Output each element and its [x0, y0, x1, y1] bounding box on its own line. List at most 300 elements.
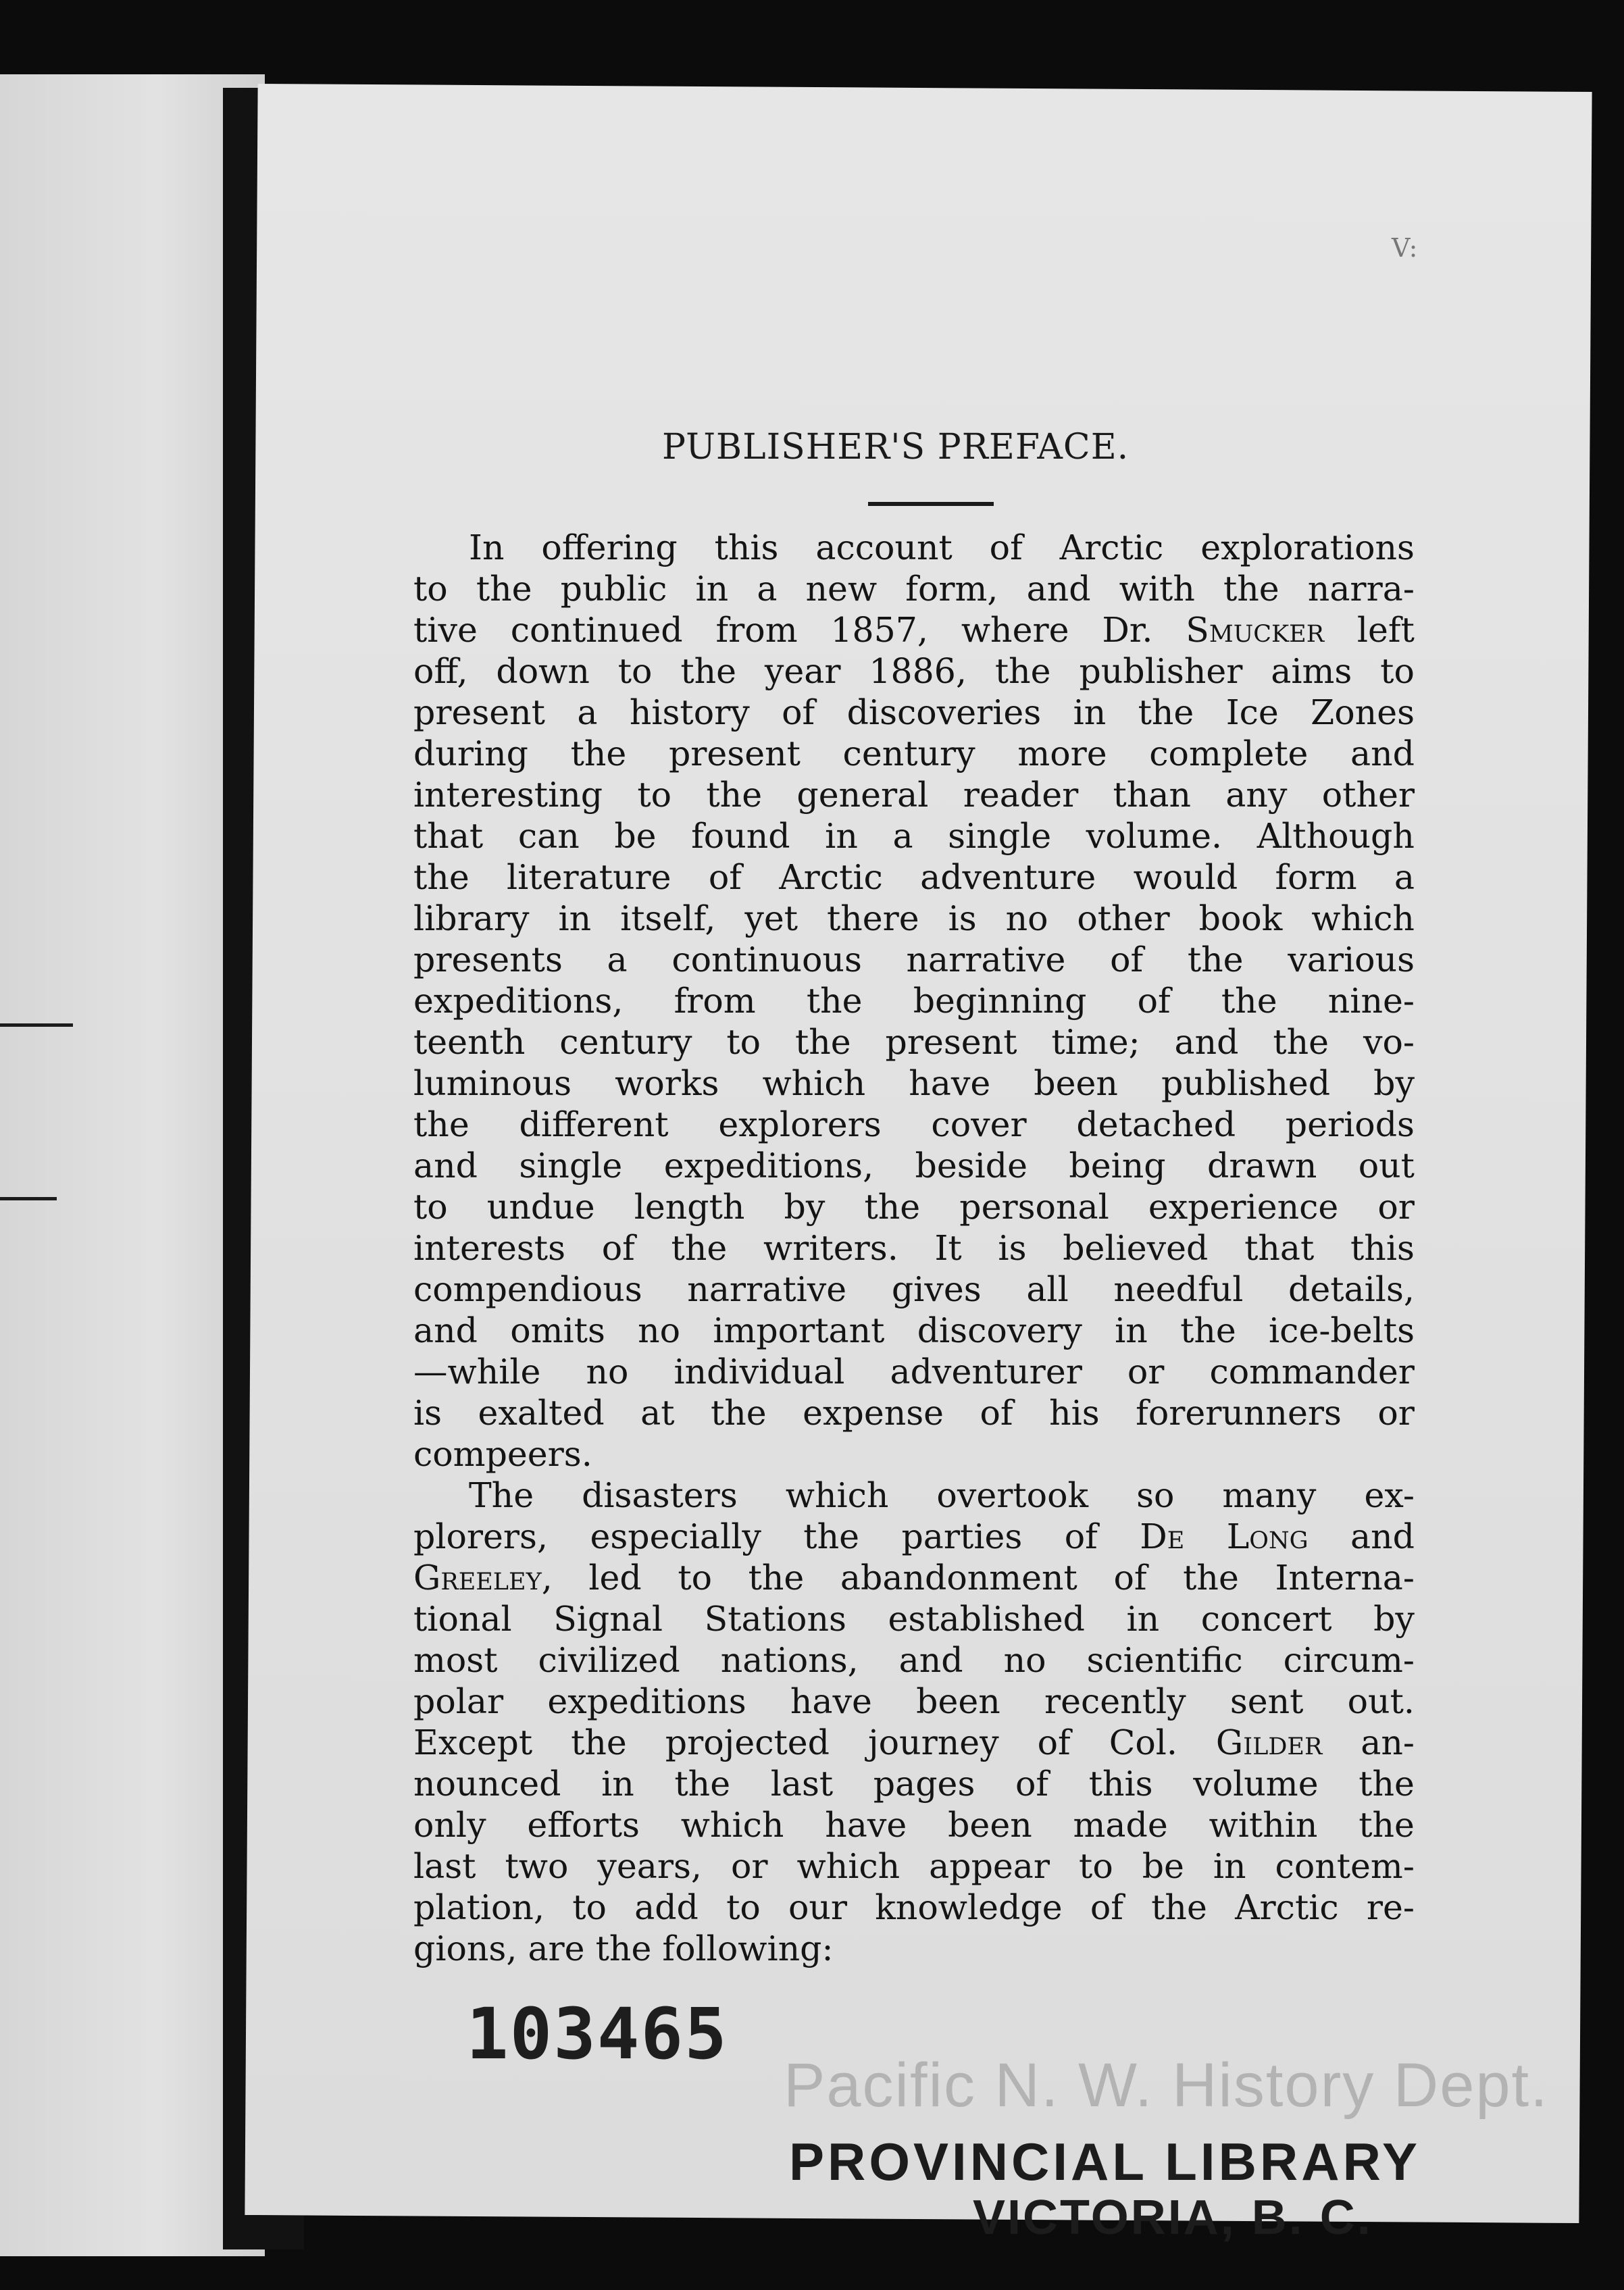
- word: of: [1137, 981, 1171, 1021]
- word: of: [708, 857, 742, 897]
- word: most: [413, 1640, 498, 1680]
- word: to: [678, 1558, 713, 1598]
- text-line: [413, 1310, 1415, 1351]
- word: in: [601, 1764, 634, 1804]
- word: of: [1064, 1517, 1098, 1556]
- word: 1857,: [830, 610, 928, 650]
- word: or: [1377, 1187, 1415, 1227]
- word: which: [762, 1063, 866, 1103]
- word: of: [980, 1393, 1013, 1433]
- text-line: [413, 568, 1415, 609]
- word: is: [413, 1393, 442, 1433]
- text-line: [413, 980, 1415, 1021]
- word: polar: [413, 1681, 504, 1721]
- word: no: [1005, 898, 1048, 938]
- accession-number: 103465: [466, 1993, 728, 2075]
- word: a: [577, 692, 598, 732]
- word: the: [803, 1517, 860, 1556]
- word: to: [637, 775, 672, 815]
- word: overtook: [936, 1475, 1089, 1515]
- text-line: [413, 774, 1415, 815]
- word: discoveries: [846, 692, 1042, 732]
- word: and: [898, 1640, 963, 1680]
- text-line: [413, 1804, 1415, 1846]
- word: Arctic: [779, 857, 883, 897]
- word: public: [560, 569, 667, 609]
- word: led: [588, 1558, 642, 1598]
- word: been: [1034, 1063, 1118, 1103]
- word: continuous: [671, 940, 862, 979]
- word: the: [680, 651, 737, 691]
- word: of: [782, 692, 815, 732]
- word: length: [634, 1187, 745, 1227]
- word: beginning: [913, 981, 1087, 1021]
- word: the: [1138, 692, 1194, 732]
- word: aims: [1271, 651, 1352, 691]
- word: Zones: [1311, 692, 1415, 732]
- word: to: [617, 651, 653, 691]
- word: Ice: [1225, 692, 1279, 732]
- word: circum-: [1283, 1640, 1415, 1680]
- word: add: [634, 1887, 699, 1927]
- word: Dr.: [1102, 610, 1153, 650]
- word: which: [785, 1475, 889, 1515]
- word: and: [1350, 734, 1415, 773]
- word: made: [1073, 1805, 1168, 1845]
- text-line: [413, 1639, 1415, 1681]
- word: expeditions,: [663, 1146, 874, 1186]
- word: or: [1377, 1393, 1415, 1433]
- word: been: [948, 1805, 1032, 1845]
- word: the: [1273, 1022, 1329, 1062]
- word: the: [1359, 1805, 1415, 1845]
- word: down: [496, 651, 590, 691]
- text-line: [413, 898, 1415, 939]
- word: of: [1090, 1887, 1123, 1927]
- word: reader: [963, 775, 1079, 815]
- preface-body: [413, 527, 1415, 1969]
- word: important: [713, 1311, 885, 1350]
- word: this: [714, 528, 779, 567]
- word: Interna-: [1275, 1558, 1415, 1598]
- word: out: [1358, 1146, 1415, 1186]
- word: of: [1113, 1558, 1147, 1598]
- text-line: [413, 1928, 1415, 1969]
- word: library: [413, 898, 530, 938]
- word: out.: [1347, 1681, 1415, 1721]
- word: various: [1288, 940, 1415, 979]
- word: our: [788, 1887, 848, 1927]
- word: pages: [873, 1764, 975, 1804]
- word: can: [517, 816, 580, 856]
- word: year: [764, 651, 841, 691]
- word: omits: [510, 1311, 605, 1350]
- word: needful: [1113, 1269, 1244, 1309]
- text-line: [413, 1269, 1415, 1310]
- text-line: [413, 609, 1415, 651]
- word: civilized: [538, 1640, 680, 1680]
- word: to: [1079, 1846, 1113, 1886]
- word: have: [790, 1681, 872, 1721]
- word: projected: [665, 1723, 830, 1762]
- word: in: [695, 569, 729, 609]
- text-line: [413, 1104, 1415, 1145]
- word: time;: [1051, 1022, 1140, 1062]
- word: being: [1069, 1146, 1166, 1186]
- word: believed: [1063, 1228, 1209, 1268]
- word: volume: [1193, 1764, 1319, 1804]
- word: re-: [1366, 1887, 1415, 1927]
- text-line: [413, 1681, 1415, 1722]
- word: recently: [1044, 1681, 1186, 1721]
- text-line: [413, 939, 1415, 980]
- word: nounced: [413, 1764, 561, 1804]
- word: years,: [597, 1846, 702, 1886]
- word: is: [998, 1228, 1027, 1268]
- word: ex-: [1364, 1475, 1415, 1515]
- word: periods: [1285, 1104, 1415, 1144]
- page-heading: PUBLISHER'S PREFACE.: [662, 427, 1130, 467]
- word: cover: [931, 1104, 1027, 1144]
- word: any: [1225, 775, 1288, 815]
- word: to: [413, 1187, 448, 1227]
- word: history: [629, 692, 750, 732]
- word: general: [796, 775, 929, 815]
- word: more: [1017, 734, 1107, 773]
- word: journey: [867, 1723, 999, 1762]
- word: different: [519, 1104, 669, 1144]
- heading-rule: [868, 502, 994, 506]
- word: left: [1356, 610, 1415, 650]
- word: scientific: [1086, 1640, 1243, 1680]
- word: to: [726, 1022, 761, 1062]
- word: yet: [744, 898, 798, 938]
- word: by: [1373, 1599, 1415, 1639]
- word: expense: [803, 1393, 944, 1433]
- word: tive: [413, 610, 478, 650]
- word: been: [916, 1681, 1000, 1721]
- word: at: [640, 1393, 675, 1433]
- text-line: [413, 857, 1415, 898]
- word: contem-: [1275, 1846, 1415, 1886]
- word: form,: [905, 569, 998, 609]
- word: Col.: [1109, 1723, 1177, 1762]
- word: in: [1213, 1846, 1246, 1886]
- word: that: [1244, 1228, 1315, 1268]
- word: volume.: [1086, 816, 1223, 856]
- word: the: [674, 1764, 731, 1804]
- word: details,: [1288, 1269, 1415, 1309]
- word: narrative: [906, 940, 1066, 979]
- word: and: [413, 1311, 478, 1350]
- text-line: [413, 1598, 1415, 1639]
- text-line: [413, 1392, 1415, 1433]
- word: a: [757, 569, 778, 609]
- word: writers.: [763, 1228, 898, 1268]
- word: plorers,: [413, 1517, 549, 1556]
- text-line: [413, 692, 1415, 733]
- word: this: [1088, 1764, 1153, 1804]
- text-line: [413, 1186, 1415, 1227]
- word: De: [1140, 1517, 1185, 1556]
- word: to: [1380, 651, 1415, 691]
- word: adventure: [920, 857, 1096, 897]
- word: from: [674, 981, 756, 1021]
- word: It: [934, 1228, 962, 1268]
- word: personal: [959, 1187, 1109, 1227]
- word: a: [1394, 857, 1415, 897]
- text-line: [413, 527, 1415, 568]
- word: no: [1003, 1640, 1046, 1680]
- word: the: [1151, 1887, 1207, 1927]
- word: of: [601, 1228, 635, 1268]
- word: a: [892, 816, 913, 856]
- text-line: [413, 1063, 1415, 1104]
- word: in: [825, 816, 858, 856]
- word: the: [1359, 1764, 1415, 1804]
- word: Stations: [704, 1599, 846, 1639]
- word: in: [1073, 692, 1107, 732]
- word: following:: [662, 1929, 834, 1968]
- text-line: [413, 1227, 1415, 1269]
- word: drawn: [1207, 1146, 1317, 1186]
- word: publisher: [1079, 651, 1243, 691]
- word: plation,: [413, 1887, 545, 1927]
- word: Smucker: [1186, 610, 1325, 650]
- text-line: [413, 1021, 1415, 1063]
- word: only: [413, 1805, 486, 1845]
- word: Greeley,: [413, 1558, 553, 1598]
- word: by: [1373, 1063, 1415, 1103]
- word: by: [784, 1187, 826, 1227]
- word: so: [1136, 1475, 1175, 1515]
- text-line: [413, 1145, 1415, 1186]
- word: and: [1350, 1517, 1415, 1556]
- word: the: [806, 981, 863, 1021]
- word: exalted: [478, 1393, 605, 1433]
- word: beside: [915, 1146, 1028, 1186]
- word: present: [413, 692, 545, 732]
- word: in: [1126, 1599, 1160, 1639]
- word: and: [1174, 1022, 1239, 1062]
- text-line: [413, 1846, 1415, 1887]
- word: there: [826, 898, 919, 938]
- word: the: [1183, 1558, 1239, 1598]
- text-line: [413, 1887, 1415, 1928]
- text-line: [413, 1475, 1415, 1516]
- paragraph-2: [413, 1475, 1415, 1969]
- word: luminous: [413, 1063, 572, 1103]
- word: efforts: [527, 1805, 640, 1845]
- word: or: [730, 1846, 768, 1886]
- word: The: [469, 1475, 534, 1515]
- word: of: [1110, 940, 1144, 979]
- word: is: [948, 898, 977, 938]
- library-city-stamp: VICTORIA, B. C.: [973, 2191, 1373, 2245]
- word: the: [1221, 981, 1277, 1021]
- word: —while: [413, 1352, 541, 1392]
- word: sent: [1229, 1681, 1304, 1721]
- word: abandonment: [840, 1558, 1077, 1598]
- text-line: [413, 1722, 1415, 1763]
- word: be: [614, 816, 657, 856]
- paragraph-1: [413, 527, 1415, 1475]
- word: published: [1161, 1063, 1331, 1103]
- word: interesting: [413, 775, 603, 815]
- word: explorers: [718, 1104, 882, 1144]
- word: have: [825, 1805, 907, 1845]
- library-stamp: PROVINCIAL LIBRARY: [789, 2132, 1421, 2191]
- word: literature: [506, 857, 671, 897]
- word: all: [1026, 1269, 1069, 1309]
- word: complete: [1149, 734, 1309, 773]
- word: narra-: [1307, 569, 1415, 609]
- text-line: [413, 1557, 1415, 1598]
- word: be: [1142, 1846, 1184, 1886]
- word: explorations: [1200, 528, 1415, 567]
- word: the: [413, 857, 470, 897]
- word: century: [559, 1022, 692, 1062]
- word: in: [558, 898, 592, 938]
- word: disasters: [582, 1475, 738, 1515]
- word: from: [715, 610, 798, 650]
- word: the: [1180, 1311, 1236, 1350]
- word: the: [1223, 569, 1279, 609]
- word: compeers.: [413, 1434, 592, 1474]
- word: off,: [413, 651, 468, 691]
- word: Arctic: [1235, 1887, 1339, 1927]
- word: the: [595, 1929, 652, 1968]
- word: and: [413, 1146, 478, 1186]
- word: century: [842, 734, 975, 773]
- word: the: [1187, 940, 1244, 979]
- page-corner-mark: V:: [1392, 233, 1419, 263]
- word: that: [413, 816, 484, 856]
- word: a: [607, 940, 628, 979]
- text-line: [413, 1433, 1415, 1475]
- word: no: [638, 1311, 681, 1350]
- faded-department-stamp: Pacific N. W. History Dept.: [784, 2051, 1549, 2120]
- word: Except: [413, 1723, 533, 1762]
- word: ice-belts: [1269, 1311, 1415, 1350]
- word: Signal: [553, 1599, 663, 1639]
- word: of: [1015, 1764, 1049, 1804]
- word: detached: [1076, 1104, 1236, 1144]
- word: which: [1311, 898, 1415, 938]
- word: adventurer: [890, 1352, 1082, 1392]
- word: parties: [901, 1517, 1023, 1556]
- word: which: [796, 1846, 900, 1886]
- word: than: [1113, 775, 1191, 815]
- word: no: [586, 1352, 629, 1392]
- word: 1886,: [869, 651, 967, 691]
- word: discovery: [917, 1311, 1082, 1350]
- word: new: [805, 569, 878, 609]
- word: single: [519, 1146, 623, 1186]
- word: appear: [929, 1846, 1050, 1886]
- word: to: [572, 1887, 607, 1927]
- text-line: [413, 1763, 1415, 1804]
- word: other: [1321, 775, 1415, 815]
- word: the: [476, 569, 532, 609]
- word: account: [815, 528, 953, 567]
- word: forerunners: [1136, 1393, 1342, 1433]
- word: experience: [1148, 1187, 1339, 1227]
- word: which: [680, 1805, 784, 1845]
- word: the: [994, 651, 1051, 691]
- word: narrative: [687, 1269, 847, 1309]
- word: the: [671, 1228, 728, 1268]
- word: with: [1119, 569, 1195, 609]
- word: two: [505, 1846, 569, 1886]
- word: present: [885, 1022, 1017, 1062]
- word: last: [413, 1846, 476, 1886]
- word: would: [1133, 857, 1238, 897]
- word: have: [909, 1063, 991, 1103]
- word: within: [1209, 1805, 1318, 1845]
- word: the: [864, 1187, 921, 1227]
- word: gives: [891, 1269, 982, 1309]
- word: presents: [413, 940, 563, 979]
- word: of: [1037, 1723, 1071, 1762]
- word: book: [1198, 898, 1283, 938]
- word: In: [469, 528, 505, 567]
- word: during: [413, 734, 528, 773]
- word: are: [528, 1929, 585, 1968]
- text-line: [413, 1351, 1415, 1392]
- word: an-: [1361, 1723, 1415, 1762]
- word: established: [888, 1599, 1085, 1639]
- word: and: [1026, 569, 1091, 609]
- word: expeditions: [547, 1681, 746, 1721]
- word: vo-: [1363, 1022, 1415, 1062]
- word: especially: [590, 1517, 761, 1556]
- text-line: [413, 1516, 1415, 1557]
- word: the: [413, 1104, 470, 1144]
- word: single: [948, 816, 1052, 856]
- word: or: [1127, 1352, 1165, 1392]
- word: this: [1350, 1228, 1415, 1268]
- text-line: [413, 651, 1415, 692]
- word: gions,: [413, 1929, 517, 1968]
- word: where: [961, 610, 1069, 650]
- word: continued: [510, 610, 683, 650]
- word: works: [615, 1063, 719, 1103]
- word: Long: [1226, 1517, 1309, 1556]
- word: to: [726, 1887, 761, 1927]
- word: Arctic: [1059, 528, 1164, 567]
- word: compendious: [413, 1269, 642, 1309]
- left-page-rule-top: [0, 1023, 73, 1027]
- word: the: [794, 1022, 851, 1062]
- word: form: [1275, 857, 1357, 897]
- word: to: [413, 569, 448, 609]
- word: many: [1222, 1475, 1317, 1515]
- word: of: [989, 528, 1023, 567]
- word: teenth: [413, 1022, 526, 1062]
- word: the: [710, 1393, 767, 1433]
- left-page-rule-bottom: [0, 1197, 57, 1200]
- word: the: [570, 734, 627, 773]
- word: other: [1077, 898, 1170, 938]
- word: Gilder: [1215, 1723, 1323, 1762]
- word: interests: [413, 1228, 566, 1268]
- word: Although: [1257, 816, 1415, 856]
- word: expeditions,: [413, 981, 624, 1021]
- word: offering: [541, 528, 678, 567]
- word: the: [706, 775, 763, 815]
- word: tional: [413, 1599, 512, 1639]
